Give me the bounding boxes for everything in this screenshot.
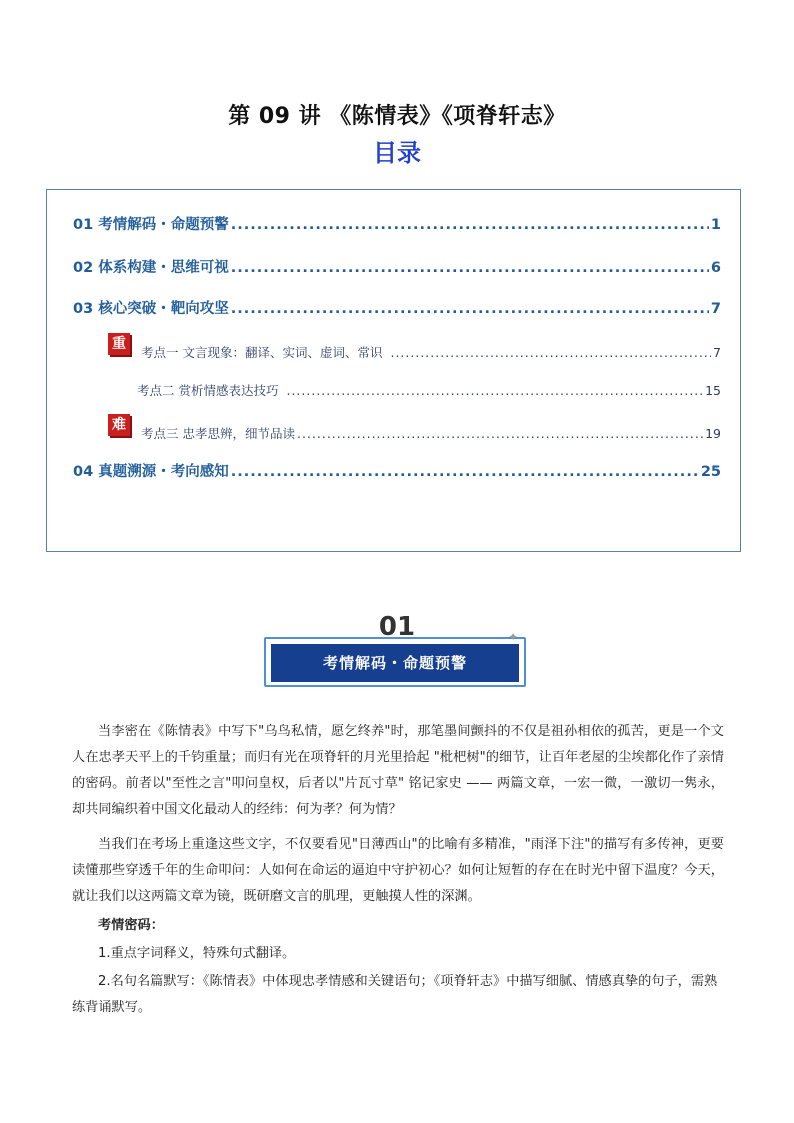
item-text: 2.名句名篇默写：《陈情表》中体现忠孝情感和关键语句；《项脊轩志》中描写细腻、情感真挚的句子，需熟练背诵默写。 [72,974,718,1015]
exam-code-item-1 [72,941,724,967]
section-banner: 考情解码・命题预警 [271,644,519,682]
toc-leader-dots [231,260,709,276]
page-title: 第 09 讲 《陈情表》《项脊轩志》 [228,104,566,129]
toc-leader-dots [231,217,709,233]
toc-entry-04[interactable] [73,460,721,481]
toc-leader-dots [231,301,709,317]
paragraph-text: 当我们在考场上重逢这些文字，不仅要看见"日薄西山"的比喻有多精准，"雨泽下注"的描写有多传神，更要读懂那些穿透千年的生命叩问：人如何在命运的逼迫中守护初心？如何让短暂的存在在时光中留下温度？今天，就让我们以这两篇文章为镜，既研磨文言的肌理，更触摸人性的深渊。 [72,837,724,904]
toc-entry-label: 04 真题溯源・考向感知 [73,464,229,480]
toc-entry-03[interactable] [73,297,721,318]
toc-subentry-page: 7 [713,345,721,360]
table-of-contents [46,189,741,552]
intro-paragraph-2 [72,832,724,910]
toc-heading: 目录 [373,139,421,167]
toc-entry-02[interactable] [73,256,721,277]
exam-code-item-2 [72,969,724,1021]
toc-subentry-2[interactable] [137,381,721,399]
item-text: 1.重点字词释义，特殊句式翻译。 [98,946,296,961]
toc-entry-label: 03 核心突破・靶向攻坚 [73,301,229,317]
toc-subentry-page: 15 [705,383,721,398]
toc-subentry-label: 考点二 赏析情感表达技巧 [137,383,279,398]
toc-entry-page: 25 [700,464,721,480]
exam-code-label [72,913,724,939]
toc-leader-dots [231,464,699,480]
toc-subentry-3[interactable] [141,424,721,442]
sparkle-icon: ✦ [508,630,519,644]
toc-subentry-1[interactable] [141,343,721,361]
label-text: 考情密码： [98,918,164,933]
toc-subentry-label: 考点一 文言现象：翻译、实词、虚词、常识 [141,345,383,360]
toc-leader-dots [297,426,703,441]
intro-paragraph-1 [72,719,724,823]
toc-subentry-label: 考点三 忠孝思辨，细节品读 [141,426,295,441]
toc-leader-dots [286,383,703,398]
toc-entry-label: 02 体系构建・思维可视 [73,260,229,276]
key-point-badge: 重 [108,333,130,355]
section-number: 01 [378,612,416,642]
toc-entry-01[interactable] [73,213,721,234]
toc-entry-page: 1 [710,217,721,233]
toc-leader-dots [390,345,711,360]
difficult-point-badge: 难 [108,414,130,436]
toc-entry-label: 01 考情解码・命题预警 [73,217,229,233]
paragraph-text: 当李密在《陈情表》中写下"乌鸟私情，愿乞终养"时，那笔墨间颤抖的不仅是祖孙相依的孤苦，更是一个文人在忠孝天平上的千钧重量；而归有光在项脊轩的月光里拾起 "枇杷树"的细节，让百年老屋的尘埃都化作了亲情的密码。前者以"至性之言"叩问皇权，后者以"片瓦寸草" 铭记家史 —— 两篇文章，一宏一微，一激切一隽永，却共同编织着中国文化最动人的经纬：何为孝？何为情？ [72,724,724,817]
toc-subentry-page: 19 [705,426,721,441]
toc-entry-page: 6 [710,260,721,276]
toc-entry-page: 7 [710,301,721,317]
